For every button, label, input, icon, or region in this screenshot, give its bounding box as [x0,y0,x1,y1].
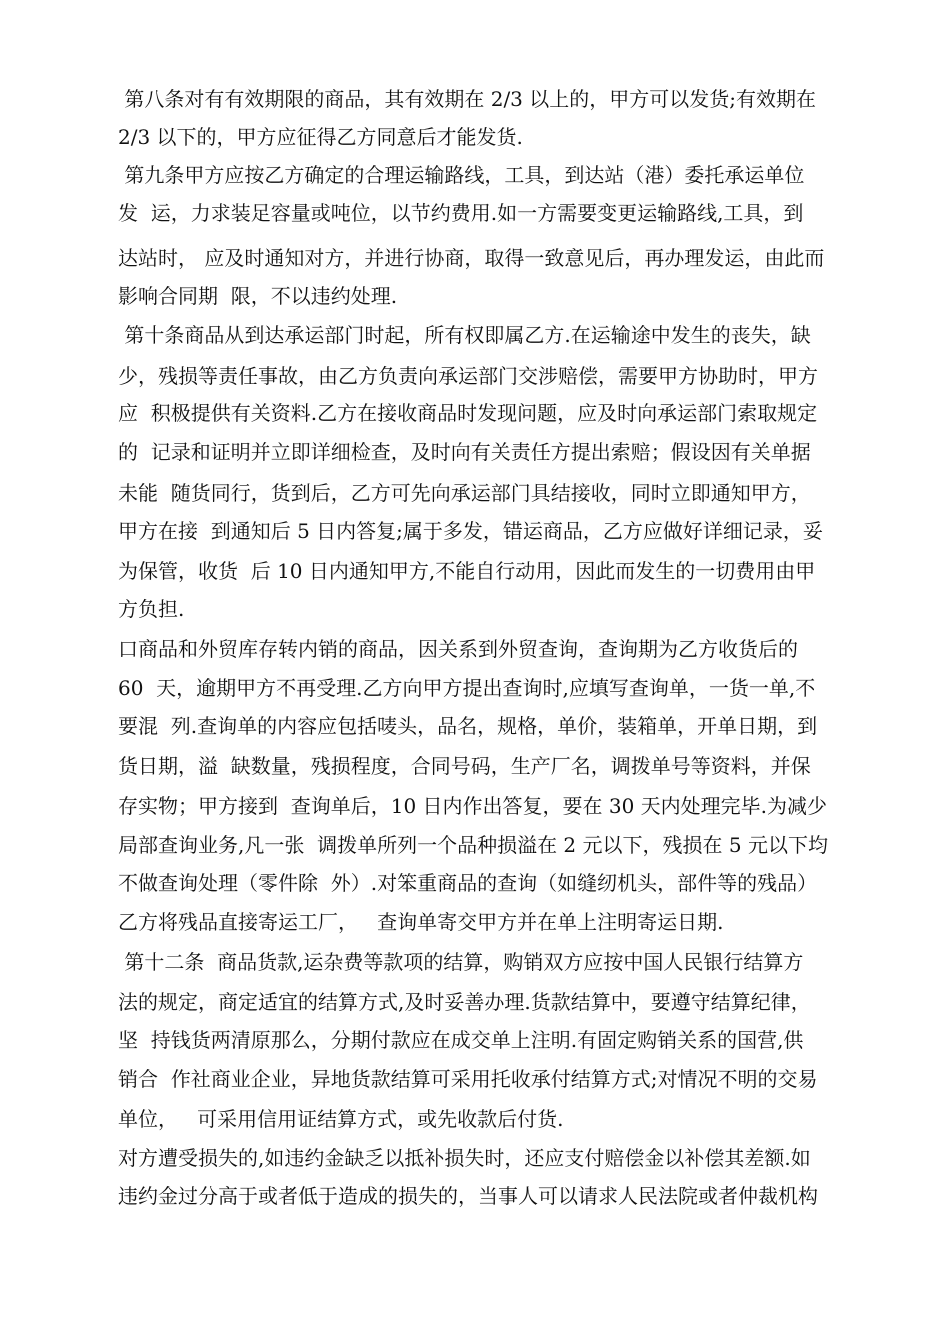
text-line: 第十条商品从到达承运部门时起，所有权即属乙方.在运输途中发生的丧失，缺 [118,323,811,347]
text-line: 为保管，收货 后 10 日内通知甲方,不能自行动用，因此而发生的一切费用由甲 [118,559,816,583]
text-line: 对方遭受损失的,如违约金缺乏以抵补损失时，还应支付赔偿金以补偿其差额.如 [118,1146,811,1170]
text-line: 达站时， 应及时通知对方，并进行协商，取得一致意见后，再办理发运，由此而 [118,246,825,270]
text-line: 违约金过分高于或者低于造成的损失的，当事人可以请求人民法院或者仲裁机构 [118,1184,818,1208]
text-line: 销合 作社商业企业，异地货款结算可采用托收承付结算方式;对情况不明的交易 [118,1067,818,1091]
text-line: 乙方将残品直接寄运工厂， 查询单寄交甲方并在单上注明寄运日期. [118,910,724,934]
text-line: 发 运，力求装足容量或吨位，以节约费用.如一方需要变更运输路线,工具，到 [118,201,804,225]
text-line: 影响合同期 限，不以违约处理. [118,284,398,308]
text-line: 少，残损等责任事故，由乙方负责向承运部门交涉赔偿，需要甲方协助时，甲方 [118,364,818,388]
text-line: 要混 列.查询单的内容应包括唛头，品名，规格，单价，装箱单，开单日期，到 [118,714,818,738]
text-line: 局部查询业务,凡一张 调拨单所列一个品种损溢在 2 元以下，残损在 5 元以下均 [118,833,828,857]
text-line: 的 记录和证明并立即详细检查，及时向有关责任方提出索赔；假设因有关单据 [118,440,811,464]
text-line: 第九条甲方应按乙方确定的合理运输路线，工具，到达站（港）委托承运单位 [118,163,805,187]
text-line: 坚 持钱货两清原那么，分期付款应在成交单上注明.有固定购销关系的国营,供 [118,1028,804,1052]
text-line: 2/3 以下的，甲方应征得乙方同意后才能发货. [118,125,523,149]
text-line: 应 积极提供有关资料.乙方在接收商品时发现问题，应及时向承运部门索取规定 [118,401,818,425]
text-line: 货日期，溢 缺数量，残损程度，合同号码，生产厂名，调拨单号等资料，并保 [118,754,811,778]
text-line: 方负担. [118,597,185,621]
text-line: 存实物；甲方接到 查询单后，10 日内作出答复，要在 30 天内处理完毕.为减少 [118,794,828,818]
text-line: 单位， 可采用信用证结算方式，或先收款后付货. [118,1107,564,1131]
text-line: 甲方在接 到通知后 5 日内答复;属于多发，错运商品，乙方应做好详细记录，妥 [118,519,823,543]
text-line: 未能 随货同行，货到后，乙方可先向承运部门具结接收，同时立即通知甲方， [118,481,811,505]
text-line: 法的规定，商定适宜的结算方式,及时妥善办理.货款结算中，要遵守结算纪律， [118,990,811,1014]
text-line: 不做查询处理（零件除 外）.对笨重商品的查询（如缝纫机头，部件等的残品） [118,871,818,895]
text-line: 第十二条 商品货款,运杂费等款项的结算，购销双方应按中国人民银行结算方 [118,950,804,974]
text-line: 口商品和外贸库存转内销的商品，因关系到外贸查询，查询期为乙方收货后的 [118,637,798,661]
text-line: 60 天，逾期甲方不再受理.乙方向甲方提出查询时,应填写查询单，一货一单,不 [118,676,816,700]
text-line: 第八条对有有效期限的商品，其有效期在 2/3 以上的，甲方可以发货;有效期在 [118,87,816,111]
